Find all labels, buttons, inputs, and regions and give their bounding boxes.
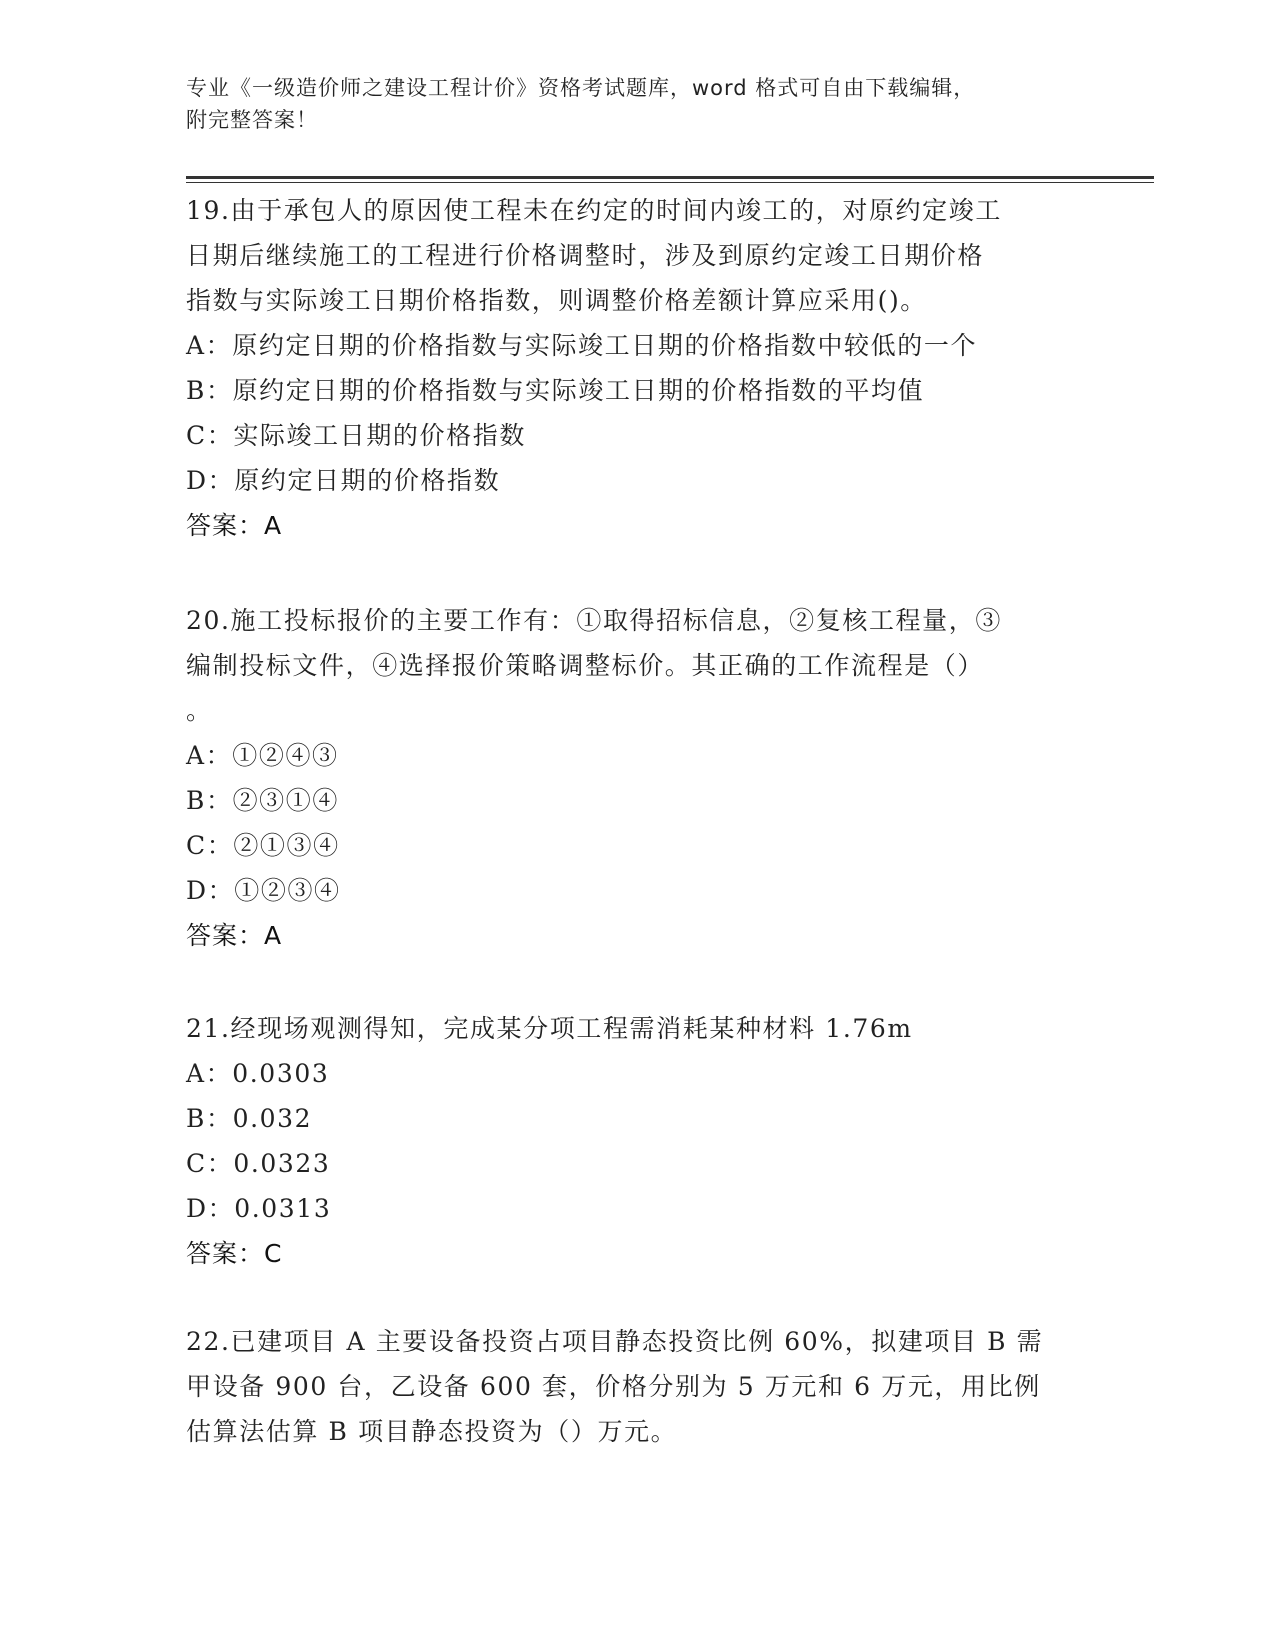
- option-d: D：①②③④: [186, 876, 341, 905]
- option-c: C：②①③④: [186, 831, 340, 860]
- stem-line: 编制投标文件，④选择报价策略调整标价。其正确的工作流程是（）: [186, 651, 985, 680]
- stem-line: 指数与实际竣工日期价格指数，则调整价格差额计算应采用()。: [186, 286, 927, 315]
- answer-label: 答案：A: [186, 511, 283, 540]
- option-d: D：0.0313: [186, 1194, 332, 1223]
- option-a: A：原约定日期的价格指数与实际竣工日期的价格指数中较低的一个: [186, 331, 978, 360]
- option-a: A：①②④③: [186, 741, 339, 770]
- option-b: B：原约定日期的价格指数与实际竣工日期的价格指数的平均值: [186, 376, 925, 405]
- answer-label: 答案：A: [186, 921, 283, 950]
- question-stem: [186, 188, 1086, 323]
- header-line-1: 专业《一级造价师之建设工程计价》资格考试题库，word 格式可自由下载编辑，: [186, 76, 976, 100]
- option-c: C：实际竣工日期的价格指数: [186, 421, 526, 450]
- stem-line: 22.已建项目 A 主要设备投资占项目静态投资比例 60%，拟建项目 B 需: [186, 1327, 1044, 1356]
- stem-line: 20.施工投标报价的主要工作有：①取得招标信息，②复核工程量，③: [186, 606, 1002, 635]
- header-divider-thin: [186, 182, 1154, 183]
- stem-line: 19.由于承包人的原因使工程未在约定的时间内竣工的，对原约定竣工: [186, 196, 1002, 225]
- stem-line: 日期后继续施工的工程进行价格调整时，涉及到原约定竣工日期价格: [186, 241, 985, 270]
- page-header: [186, 72, 1066, 136]
- question-21: [186, 1006, 1086, 1276]
- option-d: D：原约定日期的价格指数: [186, 466, 501, 495]
- option-a: A：0.0303: [186, 1059, 330, 1088]
- question-19: [186, 188, 1086, 548]
- question-stem: [186, 598, 1086, 733]
- option-b: B：②③①④: [186, 786, 339, 815]
- answer-label: 答案：C: [186, 1239, 283, 1268]
- question-22: [186, 1319, 1086, 1454]
- stem-line: 。: [186, 696, 213, 725]
- stem-line: 甲设备 900 台，乙设备 600 套，价格分别为 5 万元和 6 万元，用比例: [186, 1372, 1041, 1401]
- question-stem: [186, 1319, 1086, 1454]
- question-20: [186, 598, 1086, 958]
- option-c: C：0.0323: [186, 1149, 331, 1178]
- header-line-2: 附完整答案！: [186, 108, 318, 132]
- question-stem: [186, 1006, 1086, 1051]
- stem-line: 21.经现场观测得知，完成某分项工程需消耗某种材料 1.76m: [186, 1014, 913, 1043]
- stem-line: 估算法估算 B 项目静态投资为（）万元。: [186, 1417, 678, 1446]
- header-divider-thick: [186, 176, 1154, 179]
- option-b: B：0.032: [186, 1104, 313, 1133]
